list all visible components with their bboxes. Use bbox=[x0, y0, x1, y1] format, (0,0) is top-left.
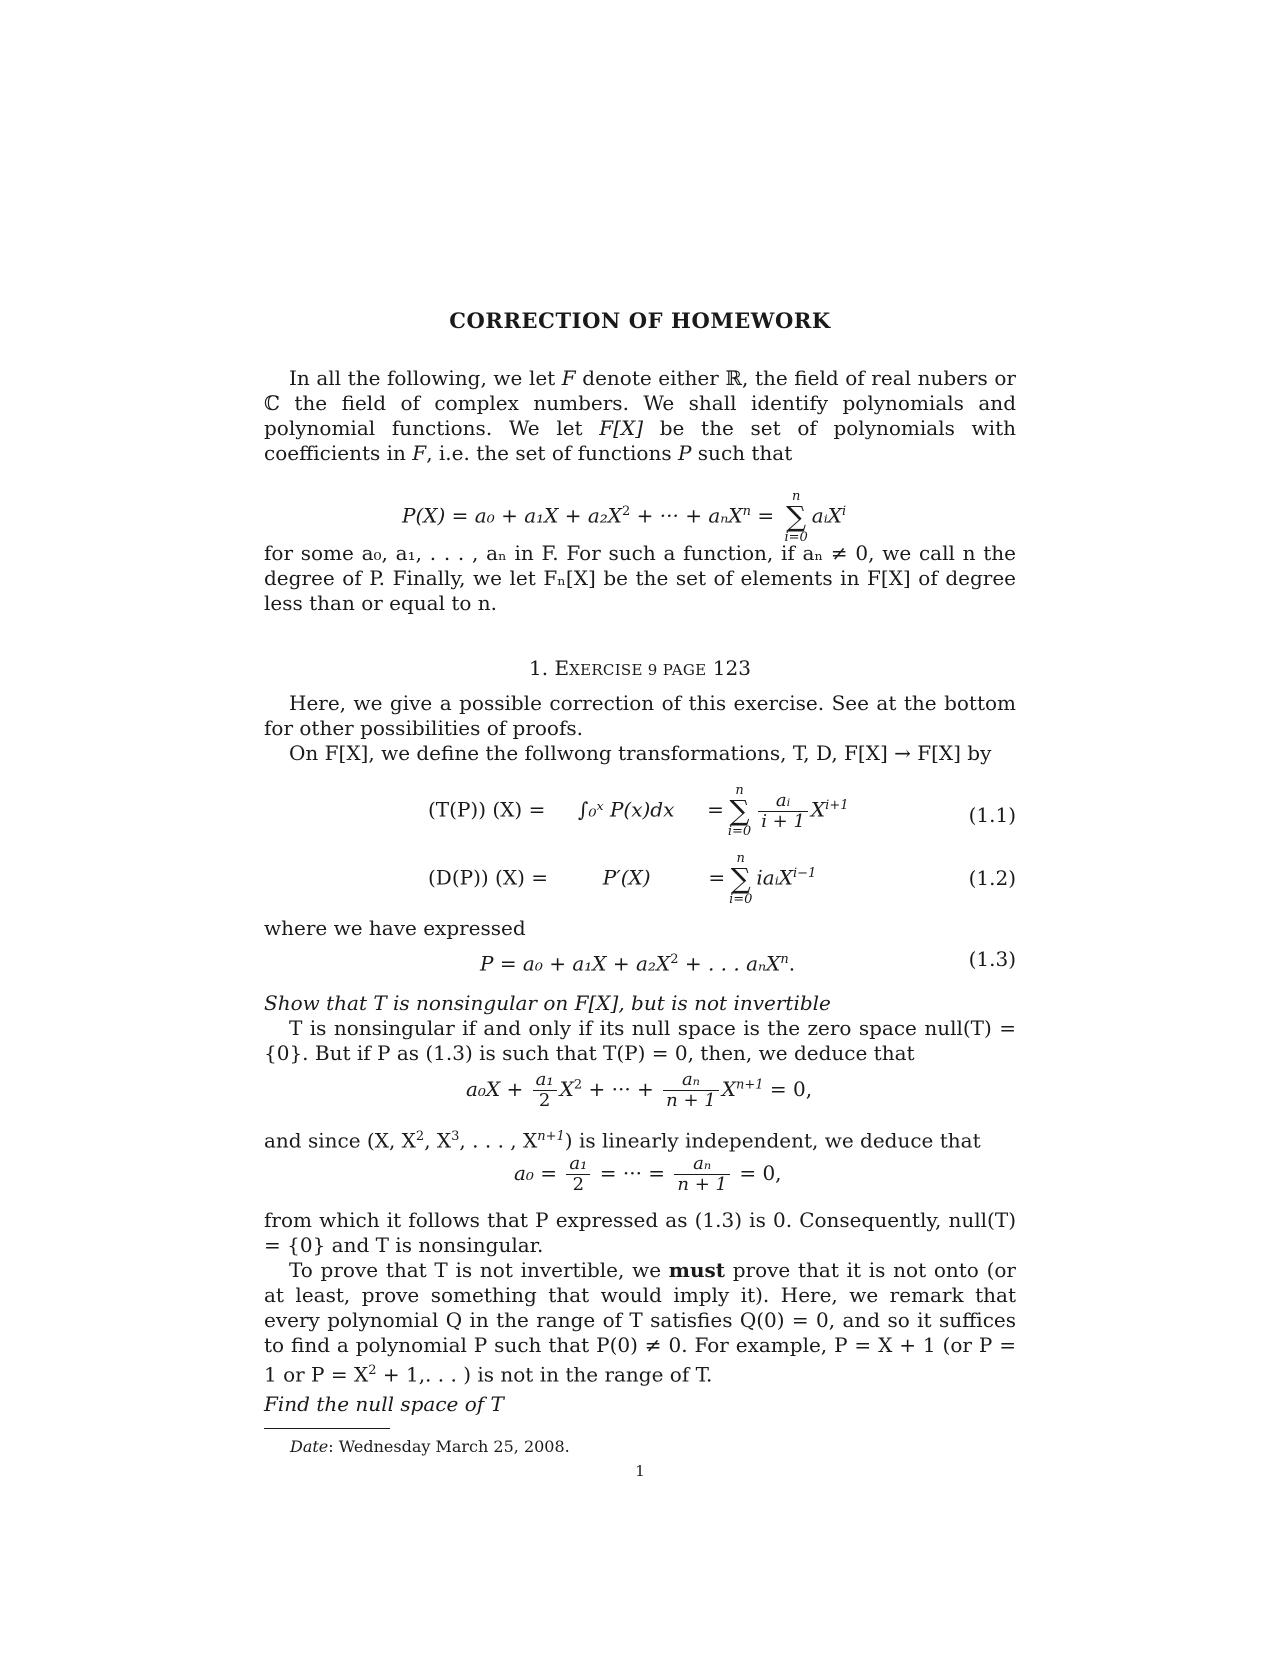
eq13-sup2: 2 bbox=[670, 952, 679, 967]
date-footnote bbox=[290, 1437, 570, 1456]
eq11-lhs: (T(P)) (X) = bbox=[428, 797, 546, 822]
inv-text2: prove that it is not onto (or at least, prove something that would imply it). Here, we remark that every polynomial Q in the range of T satisfies Q(0) = 0, and so it suffices to find a polynomial P such that P(0) ≠ 0. For example, P = X + 1 (or P = 1 or P = X bbox=[264, 1258, 1016, 1387]
eqb-num1: a₁ bbox=[566, 1154, 590, 1175]
eq13-rest: + . . . aₙX bbox=[678, 951, 781, 976]
equation-null-combination bbox=[466, 1070, 812, 1111]
conclusion-text: from which it follows that P expressed as (1.3) is 0. Consequently, null(T) = {0} and T is nonsingular. bbox=[264, 1208, 1016, 1257]
section-label-big: E bbox=[554, 656, 570, 680]
eq11-fraction bbox=[758, 791, 808, 832]
eq13-supn: n bbox=[780, 952, 789, 967]
eqa-supn: n+1 bbox=[736, 1077, 764, 1093]
eq12-derivative: P′(X) bbox=[602, 865, 651, 890]
nonsingular-proof: T is nonsingular if and only if its null space is the zero space null(T) = {0}. But if P as (1.3) is such that T(P) = 0, then, we deduce that bbox=[264, 1016, 1016, 1065]
eqa-den1: 2 bbox=[538, 1090, 551, 1111]
section-number: 1. bbox=[529, 656, 549, 680]
eqb-num2: aₙ bbox=[674, 1154, 730, 1175]
section-label-small: XERCISE 9 PAGE bbox=[569, 661, 707, 679]
equation-polynomial bbox=[402, 490, 846, 544]
intro-text-3: be the set of polynomials with coefficients in bbox=[264, 416, 1016, 465]
inv-bold: must bbox=[668, 1258, 725, 1282]
equation-number-1-1: (1.1) bbox=[968, 803, 1016, 827]
equation-number-1-3: (1.3) bbox=[968, 947, 1016, 971]
intro-paragraph bbox=[264, 366, 1016, 466]
footnote-rule bbox=[264, 1428, 390, 1429]
eq11-sum-top: n bbox=[735, 783, 744, 798]
exercise-intro-paragraph: Here, we give a possible correction of this exercise. See at the bottom for other possibilities of proofs. bbox=[264, 691, 1016, 740]
eq-poly-supn: n bbox=[742, 503, 751, 519]
sum-bottom: i=0 bbox=[784, 530, 808, 545]
eq-poly-sup2: 2 bbox=[622, 503, 631, 519]
intro-P: P bbox=[677, 441, 692, 465]
inv-sup: 2 bbox=[368, 1363, 377, 1378]
intro-text-2: denote either ℝ, the field of real nubers or ℂ the field of complex numbers. We shall identify polynomials and polynomial functions. We let bbox=[264, 366, 1016, 440]
eq12-term: iaᵢX bbox=[756, 865, 793, 890]
eqa-t1: a₀X + bbox=[466, 1077, 530, 1101]
degree-paragraph: for some a₀, a₁, . . . , aₙ in F. For such a function, if aₙ ≠ 0, we call n the degree of P. Finally, we let Fₙ[X] be the set of elements in F[X] of degree less than or equal to n. bbox=[264, 541, 1016, 615]
lin-text1: and since (X, X bbox=[264, 1128, 416, 1153]
lin-text4: ) is linearly independent, we deduce that bbox=[564, 1128, 981, 1153]
inv-text1: To prove that T is not invertible, we bbox=[289, 1258, 669, 1282]
eq12-lhs: (D(P)) (X) = bbox=[428, 865, 549, 890]
eq12-eq: = bbox=[708, 865, 726, 890]
eq11-sum-bottom: i=0 bbox=[727, 824, 752, 839]
where-expressed-text: where we have expressed bbox=[264, 916, 526, 940]
intro-text-4: , i.e. the set of functions bbox=[426, 441, 678, 465]
eqa-num1: a₁ bbox=[533, 1070, 557, 1091]
equation-1-1 bbox=[428, 784, 849, 838]
eqa-num2: aₙ bbox=[663, 1070, 719, 1091]
lin-text2: , X bbox=[424, 1128, 452, 1153]
eqb-t1: a₀ = bbox=[514, 1161, 564, 1185]
intro-text-1: In all the following, we let bbox=[289, 366, 562, 390]
inv-text3: + 1,. . . ) is not in the range of T. bbox=[376, 1362, 713, 1387]
eqa-den2: n + 1 bbox=[666, 1090, 716, 1111]
eq12-sum-bottom: i=0 bbox=[729, 892, 753, 907]
lin-text3: , . . . , X bbox=[459, 1128, 538, 1153]
eqa-sup2: 2 bbox=[573, 1077, 583, 1093]
eqa-frac1 bbox=[533, 1070, 557, 1111]
eq13-body: P = a₀ + a₁X + a₂X bbox=[480, 951, 671, 976]
eqa-t5: = 0, bbox=[763, 1077, 813, 1101]
eqb-t3: = 0, bbox=[732, 1161, 782, 1185]
intro-F-2: F bbox=[412, 441, 427, 465]
eqa-t4: X bbox=[721, 1077, 736, 1101]
eqb-den2: n + 1 bbox=[677, 1174, 727, 1195]
eq-poly-lhs: P(X) = a₀ + a₁X + a₂X bbox=[402, 503, 623, 528]
equation-1-3 bbox=[480, 947, 795, 977]
claim-statement: Show that T is nonsingular on F[X], but is not invertible bbox=[264, 991, 831, 1015]
eq12-sup: i−1 bbox=[793, 865, 817, 881]
intro-text-5: such that bbox=[691, 441, 793, 465]
eq-poly-supi: i bbox=[841, 503, 847, 519]
equation-number-1-2: (1.2) bbox=[968, 866, 1016, 890]
lin-supn: n+1 bbox=[537, 1129, 565, 1144]
eqa-t3: + ··· + bbox=[582, 1077, 661, 1101]
section-heading bbox=[0, 656, 1280, 680]
equation-1-2 bbox=[428, 852, 816, 906]
footnote-text: : Wednesday March 25, 2008. bbox=[328, 1437, 570, 1456]
not-invertible-paragraph bbox=[264, 1258, 1016, 1388]
eqa-frac2 bbox=[663, 1070, 719, 1111]
sum-top: n bbox=[791, 489, 801, 504]
linear-independence-text bbox=[264, 1124, 1016, 1154]
eq11-sum-symbol: n ∑ i=0 bbox=[727, 783, 752, 839]
eq13-end: . bbox=[788, 951, 796, 976]
eq-poly-term: aᵢX bbox=[811, 503, 842, 528]
null-space-heading: Find the null space of T bbox=[264, 1392, 504, 1416]
eqb-t2: = ··· = bbox=[593, 1161, 672, 1185]
eq12-sum-top: n bbox=[736, 851, 745, 866]
eq-poly-eq: = bbox=[750, 503, 781, 528]
intro-F: F bbox=[561, 366, 576, 390]
sum-symbol: n ∑ i=0 bbox=[784, 489, 808, 545]
eq12-sum-symbol: n ∑ i=0 bbox=[729, 851, 753, 907]
eq11-denominator: i + 1 bbox=[761, 810, 805, 832]
equation-coefficients-zero bbox=[514, 1154, 782, 1195]
eq11-sup: i+1 bbox=[825, 797, 849, 813]
footnote-label: Date bbox=[290, 1437, 329, 1456]
transformations-paragraph: On F[X], we define the follwong transformations, T, D, F[X] → F[X] by bbox=[289, 741, 992, 765]
page-number: 1 bbox=[635, 1462, 645, 1480]
eqb-frac1 bbox=[566, 1154, 590, 1195]
section-page: 123 bbox=[712, 656, 751, 680]
eq-poly-mid: + ··· + aₙX bbox=[630, 503, 743, 528]
lin-sup2: 2 bbox=[415, 1129, 425, 1144]
eq11-eq: = bbox=[707, 797, 724, 822]
eq11-term: X bbox=[810, 797, 826, 822]
eqb-frac2 bbox=[674, 1154, 730, 1195]
eq11-integral: ∫₀ˣ P(x)dx bbox=[578, 797, 675, 822]
eqa-t2: X bbox=[559, 1077, 574, 1101]
document-title: CORRECTION OF HOMEWORK bbox=[449, 308, 831, 333]
eq11-numerator: aᵢ bbox=[758, 791, 808, 812]
intro-FX: F[X] bbox=[599, 416, 644, 440]
lin-sup3: 3 bbox=[451, 1129, 460, 1144]
eqb-den1: 2 bbox=[572, 1174, 585, 1195]
